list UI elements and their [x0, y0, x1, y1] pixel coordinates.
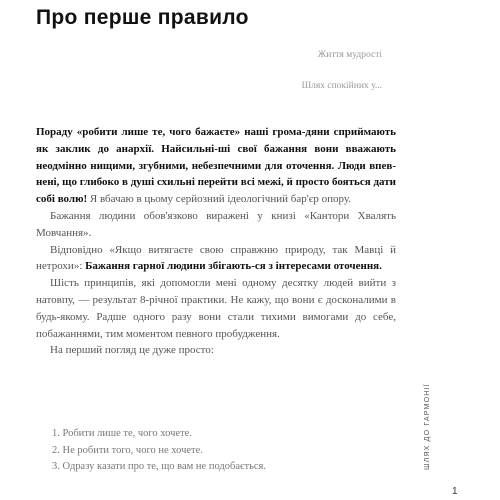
list-item: 3. Одразу казати про те, що вам не подобається.	[52, 461, 266, 472]
paragraph-1-rest: Я вбачаю в цьому серйозний ідеологічний бар'єр опору.	[89, 193, 352, 206]
body-text	[36, 124, 396, 359]
list-item: 1. Робити лише те, чого хочете.	[52, 428, 192, 439]
paragraph-5: На перший погляд це дуже просто:	[50, 344, 214, 357]
page-title: Про перше правило	[36, 6, 249, 29]
epigraph-line-2: Шлях спокійних у...	[301, 81, 382, 91]
epigraph-line-1: Життя мудрості	[317, 50, 382, 60]
epigraph	[142, 40, 382, 102]
running-side-title: ШЛЯХ ДО ГАРМОНІЇ	[424, 383, 431, 470]
page-number: 1	[452, 486, 458, 497]
rules-list	[52, 426, 372, 476]
paragraph-3-lead: Відповідно «Якщо витягаєте свою справжню природу, так Мавці й нетрохи»:	[36, 243, 396, 273]
paragraph-4: Шість принципів, які допомогли мені одному десятку людей вийти з натовпу, — результат 8-річної практики. Не кажу, що вони є досконалими в будь-якому. Радше одного разу вони стали тихими вимогами до себе, побажаннями, тим моментом певного пробудження.	[36, 277, 396, 340]
paragraph-3	[36, 242, 396, 276]
paragraph-2: Бажання людини обов'язково виражені у книзі «Кантори Хвалять Мовчання».	[36, 209, 396, 239]
paragraph-3-bold: Бажання гарної людини збігають-ся з інтересами оточення.	[85, 260, 382, 273]
paragraph-1-bold: Пораду «робити лише те, чого бажаєте» наші грома-дяни сприймають як заклик до анархії. Найсильні-ші свої бажання вони вважають неодмінно нищими, згубними, небезпечними для оточення. Люди впев-нені, що глибоко в душі схильні перейти всі межі, й просто бояться дати собі волю!	[36, 126, 396, 206]
list-item: 2. Не робити того, чого не хочете.	[52, 444, 203, 456]
paragraph-1	[36, 124, 396, 208]
